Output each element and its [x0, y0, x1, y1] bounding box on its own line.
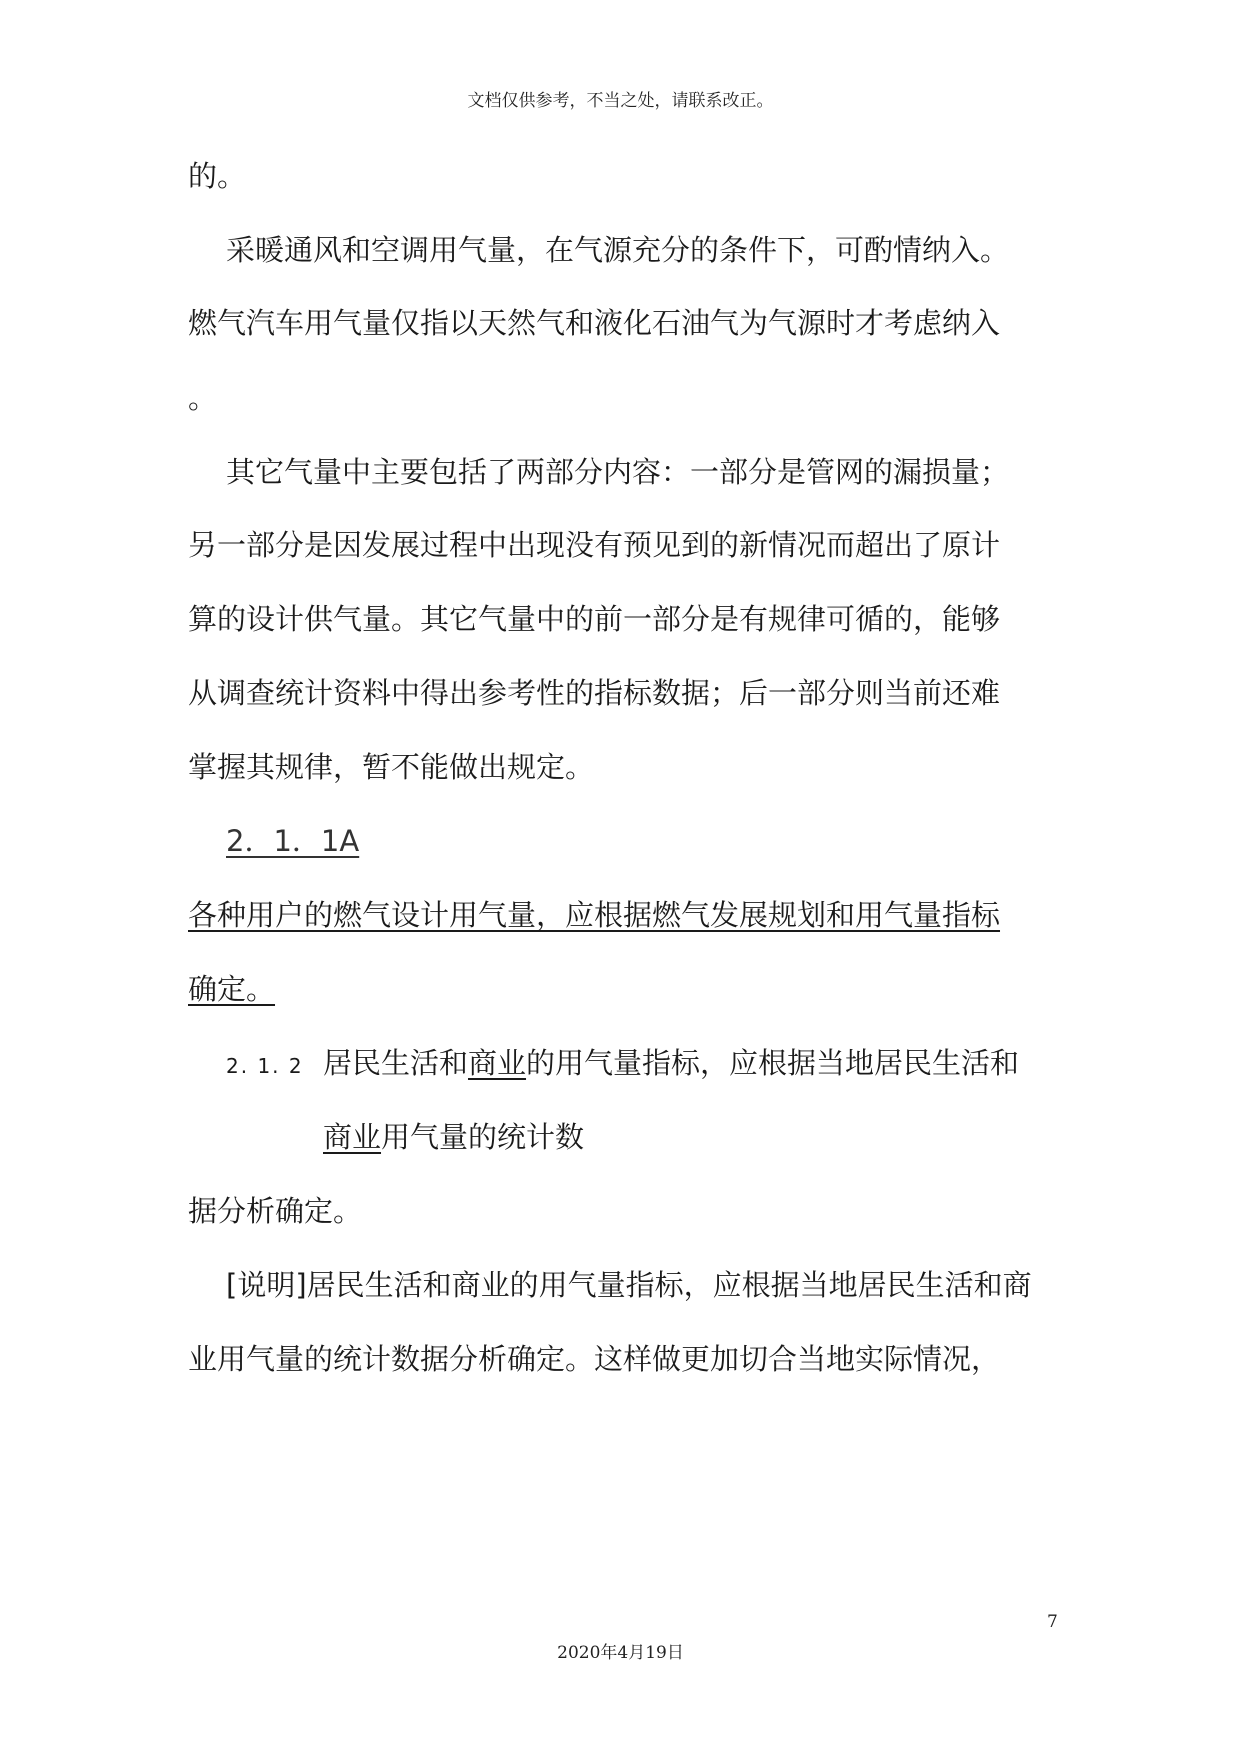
body-line: 算的设计供气量。其它气量中的前一部分是有规律可循的，能够: [188, 602, 1001, 636]
underlined-term: 商业: [323, 1120, 382, 1154]
body-line: 采暖通风和空调用气量，在气源充分的条件下，可酌情纳入。: [226, 233, 1010, 267]
clause-line: [323, 1043, 1019, 1083]
clause-line: [323, 1117, 584, 1157]
footer-date: 2020年4月19日: [557, 1643, 684, 1663]
clause-text: 的用气量指标，应根据当地居民生活和: [526, 1046, 1020, 1080]
body-line: 业用气量的统计数据分析确定。这样做更加切合当地实际情况，: [188, 1342, 1001, 1376]
body-line: 据分析确定。: [188, 1194, 363, 1228]
body-line: 其它气量中主要包括了两部分内容：一部分是管网的漏损量；: [226, 455, 1010, 489]
page-header: 文档仅供参考，不当之处，请联系改正。: [467, 91, 774, 111]
body-line: 燃气汽车用气量仅指以天然气和液化石油气为气源时才考虑纳入: [188, 306, 1001, 340]
body-line: 另一部分是因发展过程中出现没有预见到的新情况而超出了原计: [188, 528, 1001, 562]
body-line: 。: [188, 381, 218, 415]
clause-text: 确定。: [188, 972, 276, 1006]
clause-line: [226, 1043, 304, 1086]
body-line: [说明]居民生活和商业的用气量指标，应根据当地居民生活和商: [226, 1268, 1032, 1302]
page-number: 7: [1047, 1612, 1058, 1632]
clause-text: 各种用户的燃气设计用气量，应根据燃气发展规划和用气量指标: [188, 898, 1001, 932]
body-line: 掌握其规律，暂不能做出规定。: [188, 750, 595, 784]
clause-number: 2. 1. 2: [226, 1054, 304, 1078]
body-line: 的。: [188, 159, 247, 193]
underlined-term: 商业: [468, 1046, 527, 1080]
body-line: 从调查统计资料中得出参考性的指标数据；后一部分则当前还难: [188, 676, 1001, 710]
clause-text: 用气量的统计数: [381, 1120, 585, 1154]
clause-text: 居民生活和: [323, 1046, 469, 1080]
section-number: 2．1．1A: [226, 824, 360, 858]
